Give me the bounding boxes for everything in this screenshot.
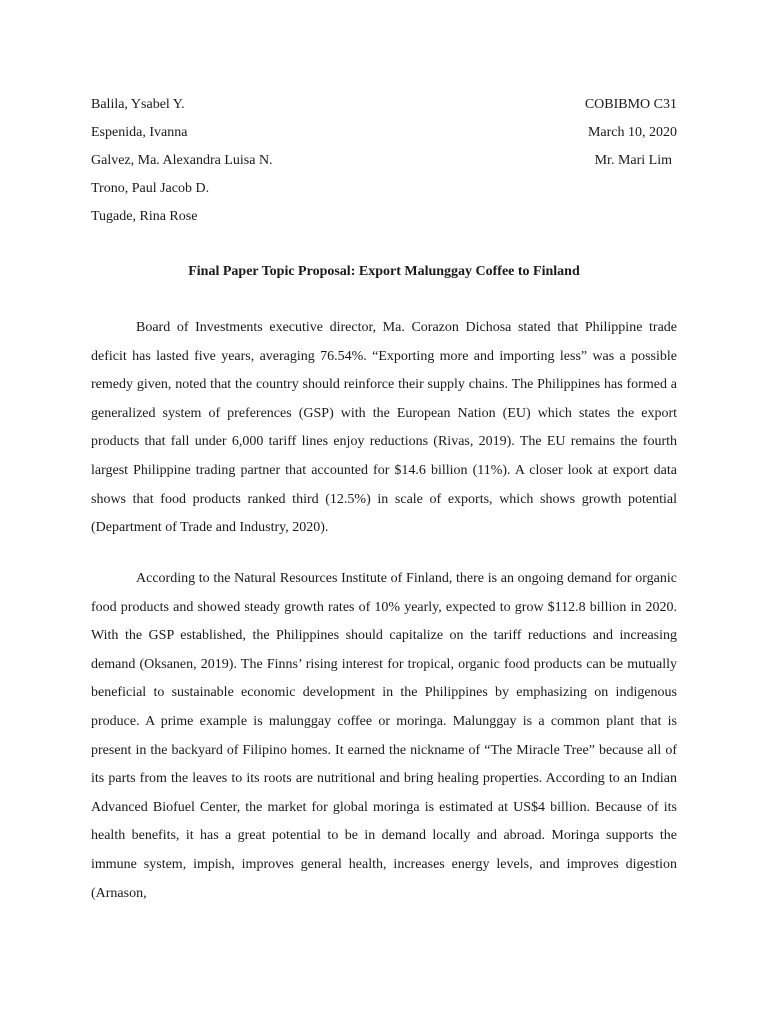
body-paragraph: According to the Natural Resources Institute of Finland, there is an ongoing demand for organic food products and showed steady growth rates of 10% yearly, expected to grow $112.8 billion in 2020. With the GSP established, the Philippines should capitalize on the tariff reductions and increasing demand (Oksanen, 2019). The Finns’ rising interest for tropical, organic food products can be mutually beneficial to sustainable economic development in the Philippines by emphasizing on indigenous produce. A prime example is malunggay coffee or moringa. Malunggay is a common plant that is present in the backyard of Filipino homes. It earned the nickname of “The Miracle Tree” because all of its parts from the leaves to its roots are nutritional and bring healing properties. According to an Indian Advanced Biofuel Center, the market for global moringa is estimated at US$4 billion. Because of its health benefits, it has a great potential to be in demand locally and abroad. Moringa supports the immune system, impish, improves general health, increases energy levels, and improves digestion (Arnason, [91, 571, 677, 901]
header-meta [585, 91, 677, 231]
instructor-name: Mr. Mari Lim [594, 153, 672, 168]
body-paragraph: Board of Investments executive director, Ma. Corazon Dichosa stated that Philippine trade deficit has lasted five years, averaging 76.54%. “Exporting more and importing less” was a possible remedy given, noted that the country should reinforce their supply chains. The Philippines has formed a generalized system of preferences (GSP) with the European Nation (EU) which states the export products that fall under 6,000 tariff lines enjoy reductions (Rivas, 2019). The EU remains the fourth largest Philippine trading partner that accounted for $14.6 billion (11%). A closer look at export data shows that food products ranked third (12.5%) in scale of exports, which shows growth potential (Department of Trade and Industry, 2020). [91, 320, 677, 536]
document-title: Final Paper Topic Proposal: Export Malunggay Coffee to Finland [188, 264, 580, 279]
author-name: Espenida, Ivanna [91, 125, 188, 140]
document-header [91, 91, 677, 231]
author-name: Balila, Ysabel Y. [91, 97, 185, 112]
author-list [91, 91, 273, 231]
document-date: March 10, 2020 [587, 125, 677, 140]
author-name: Galvez, Ma. Alexandra Luisa N. [91, 153, 273, 168]
section-code: COBIBMO C31 [584, 97, 677, 112]
author-name: Trono, Paul Jacob D. [91, 181, 210, 196]
author-name: Tugade, Rina Rose [91, 209, 198, 224]
